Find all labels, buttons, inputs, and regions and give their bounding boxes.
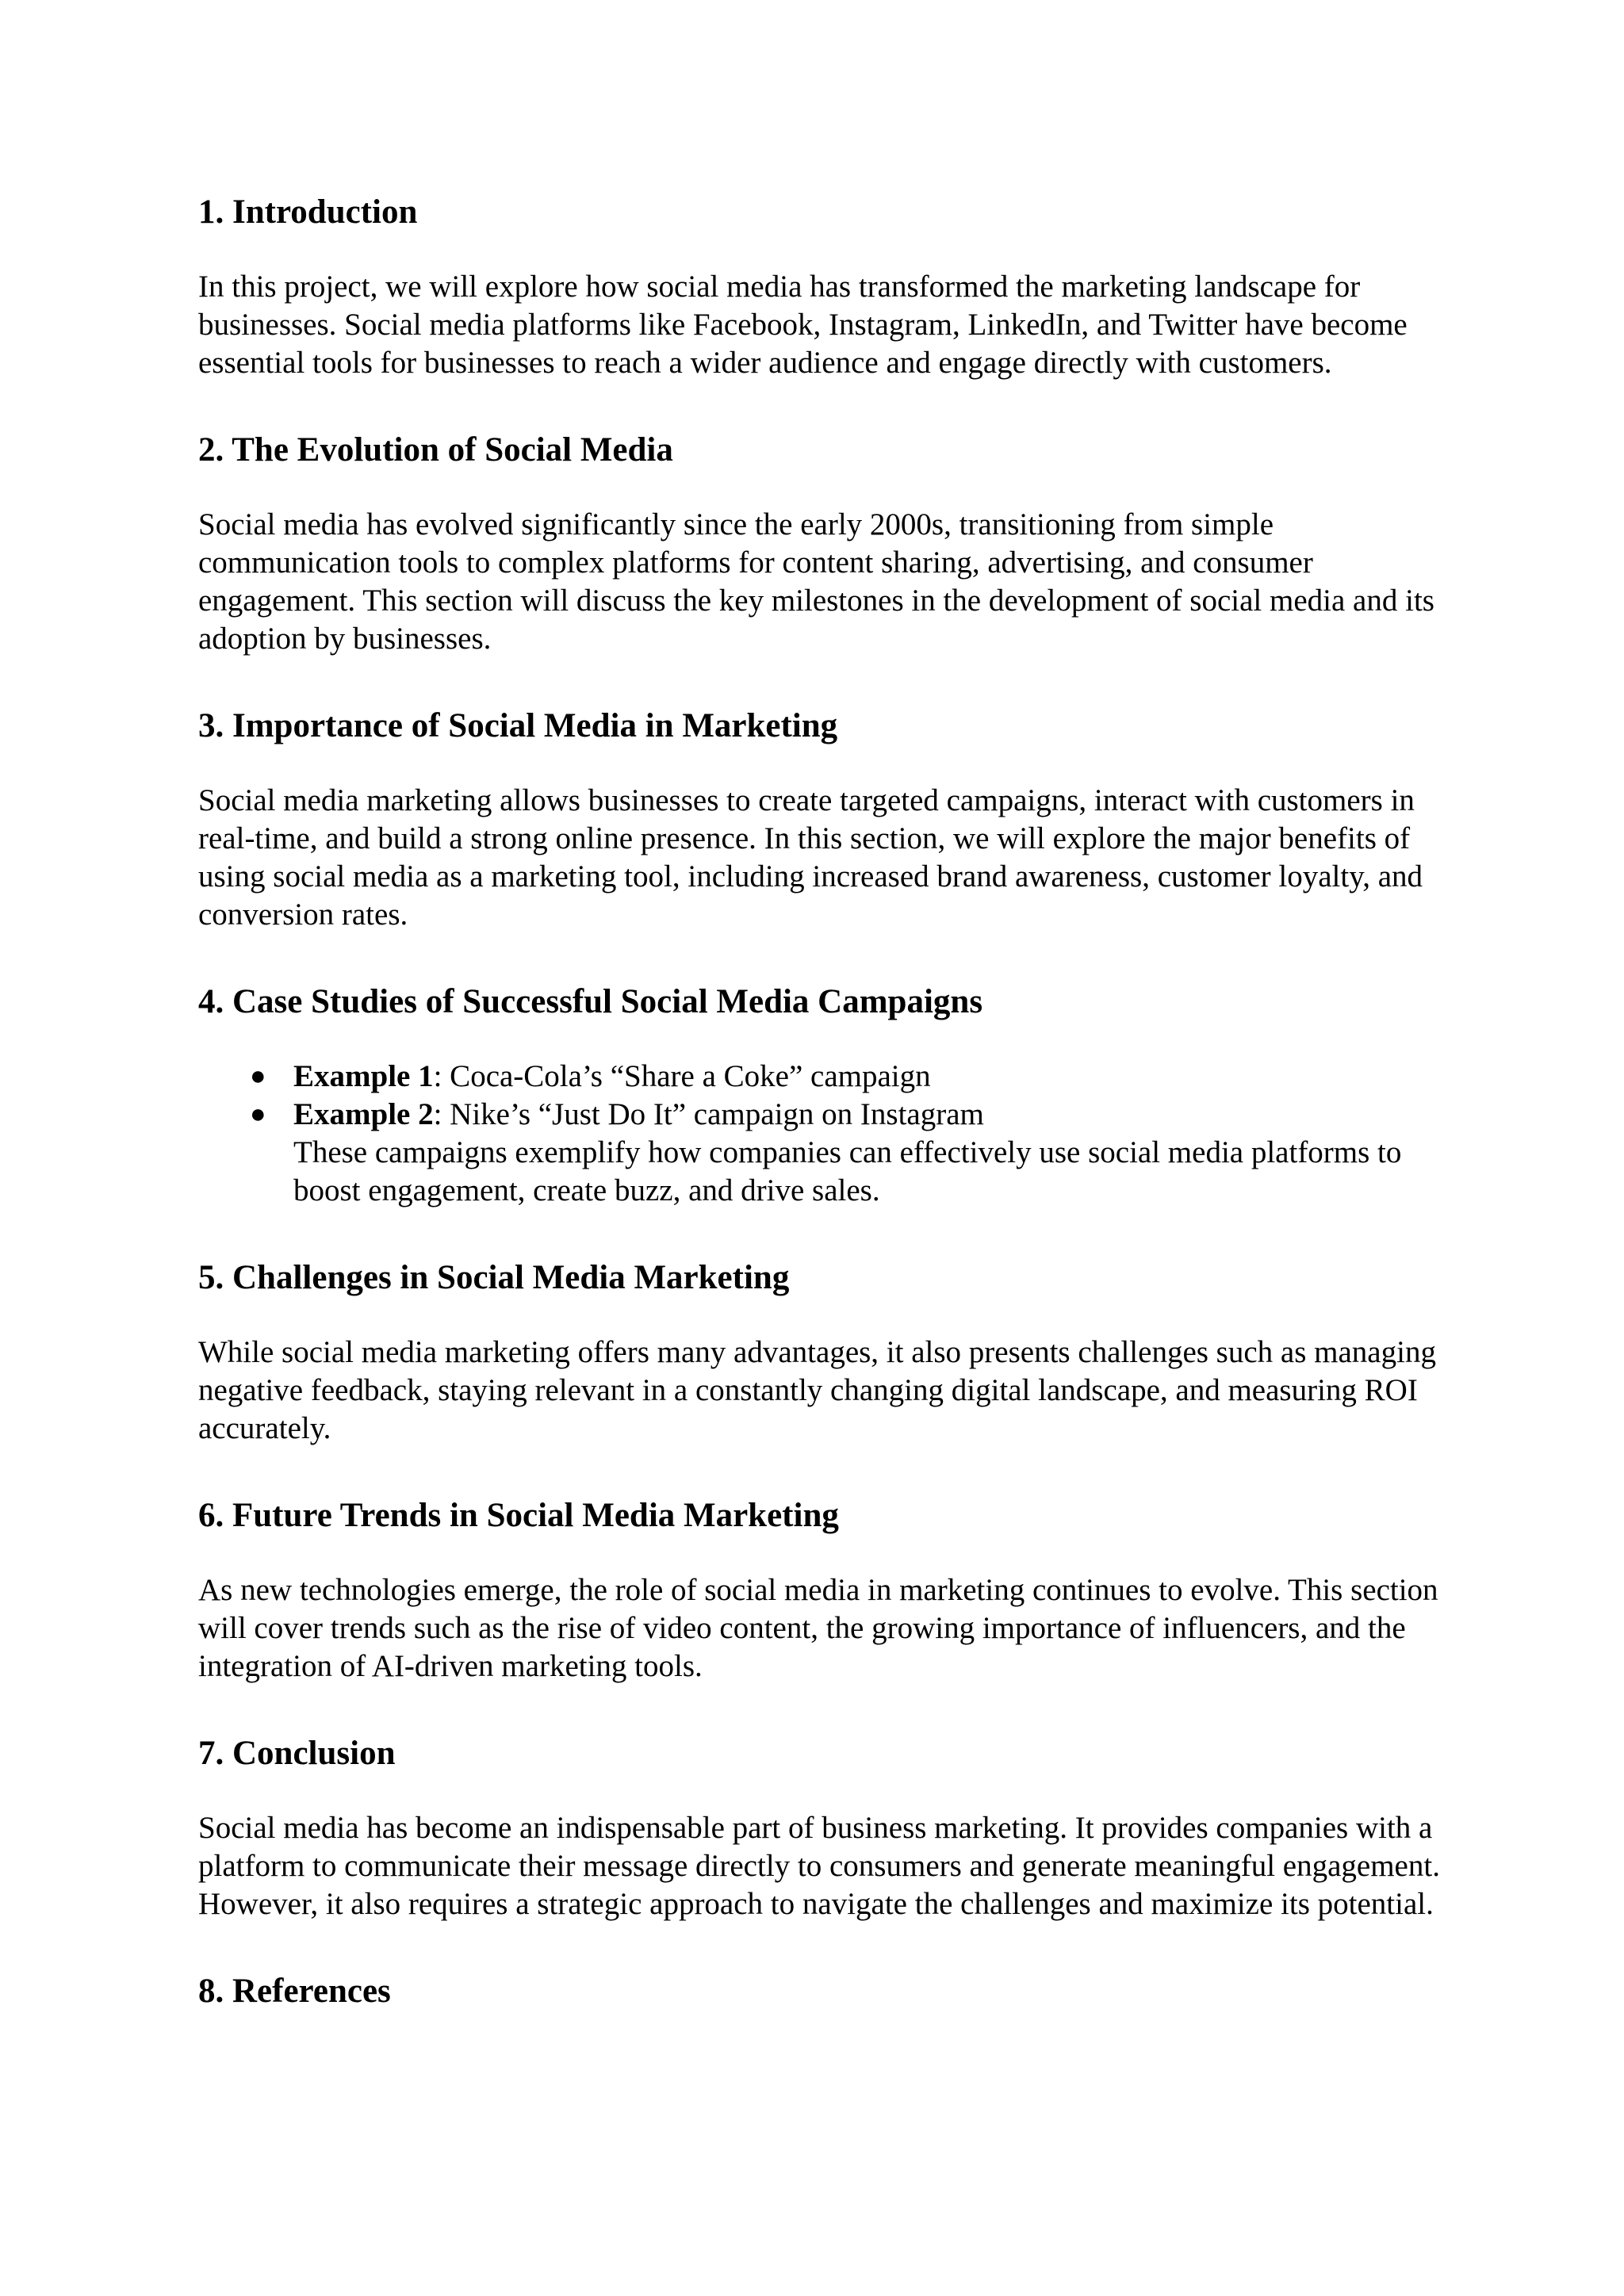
bullet-continuation-text: These campaigns exemplify how companies can effectively use social media platforms to boost engagement, create buzz, and drive sales. bbox=[293, 1135, 1402, 1207]
example-text: : Nike’s “Just Do It” campaign on Instagram bbox=[433, 1097, 984, 1131]
case-study-list bbox=[198, 1058, 1451, 1210]
section-heading: 3. Importance of Social Media in Marketing bbox=[198, 707, 838, 744]
section-paragraph: While social media marketing offers many advantages, it also presents challenges such as managing negative feedback, staying relevant in a constantly changing digital landscape, and measuring ROI accurately. bbox=[198, 1335, 1436, 1445]
list-item bbox=[250, 1058, 1451, 1096]
section-conclusion bbox=[198, 1732, 1451, 1923]
section-heading: 4. Case Studies of Successful Social Media Campaigns bbox=[198, 983, 983, 1020]
section-heading: 7. Conclusion bbox=[198, 1735, 396, 1772]
section-paragraph: Social media has become an indispensable part of business marketing. It provides companies with a platform to communicate their message directly to consumers and generate meaningful engagement. However, it also requires a strategic approach to navigate the challenges and maximize its potential. bbox=[198, 1811, 1440, 1921]
section-heading: 8. References bbox=[198, 1973, 391, 2010]
bullet-icon: ● bbox=[250, 1062, 266, 1091]
section-paragraph: Social media has evolved significantly since the early 2000s, transitioning from simple communication tools to complex platforms for content sharing, advertising, and consumer engagement. This section will discuss the key milestones in the development of social media and its adoption by businesses. bbox=[198, 507, 1434, 656]
section-paragraph: As new technologies emerge, the role of social media in marketing continues to evolve. This section will cover trends such as the rise of video content, the growing importance of influencers, and the integration of AI-driven marketing tools. bbox=[198, 1573, 1438, 1683]
section-heading: 1. Introduction bbox=[198, 193, 418, 231]
section-paragraph: In this project, we will explore how social media has transformed the marketing landscape for businesses. Social media platforms like Facebook, Instagram, LinkedIn, and Twitter have become essential tools for businesses to reach a wider audience and engage directly with customers. bbox=[198, 270, 1408, 380]
example-label: Example 1 bbox=[293, 1059, 434, 1093]
section-evolution bbox=[198, 428, 1451, 658]
section-heading: 6. Future Trends in Social Media Marketing bbox=[198, 1497, 839, 1534]
document-content bbox=[198, 190, 1451, 2047]
section-introduction bbox=[198, 190, 1451, 382]
section-heading: 2. The Evolution of Social Media bbox=[198, 431, 673, 469]
section-references bbox=[198, 1969, 1451, 2014]
bullet-icon: ● bbox=[250, 1100, 266, 1129]
section-heading: 5. Challenges in Social Media Marketing bbox=[198, 1259, 790, 1296]
section-future-trends bbox=[198, 1494, 1451, 1686]
example-text: : Coca-Cola’s “Share a Coke” campaign bbox=[433, 1059, 931, 1093]
list-item bbox=[250, 1096, 1451, 1210]
example-label: Example 2 bbox=[293, 1097, 434, 1131]
section-case-studies bbox=[198, 980, 1451, 1210]
section-challenges bbox=[198, 1256, 1451, 1448]
section-importance bbox=[198, 704, 1451, 934]
section-paragraph: Social media marketing allows businesses to create targeted campaigns, interact with customers in real-time, and build a strong online presence. In this section, we will explore the major benefits of using social media as a marketing tool, including increased brand awareness, customer loyalty, and conversion rates. bbox=[198, 783, 1423, 932]
